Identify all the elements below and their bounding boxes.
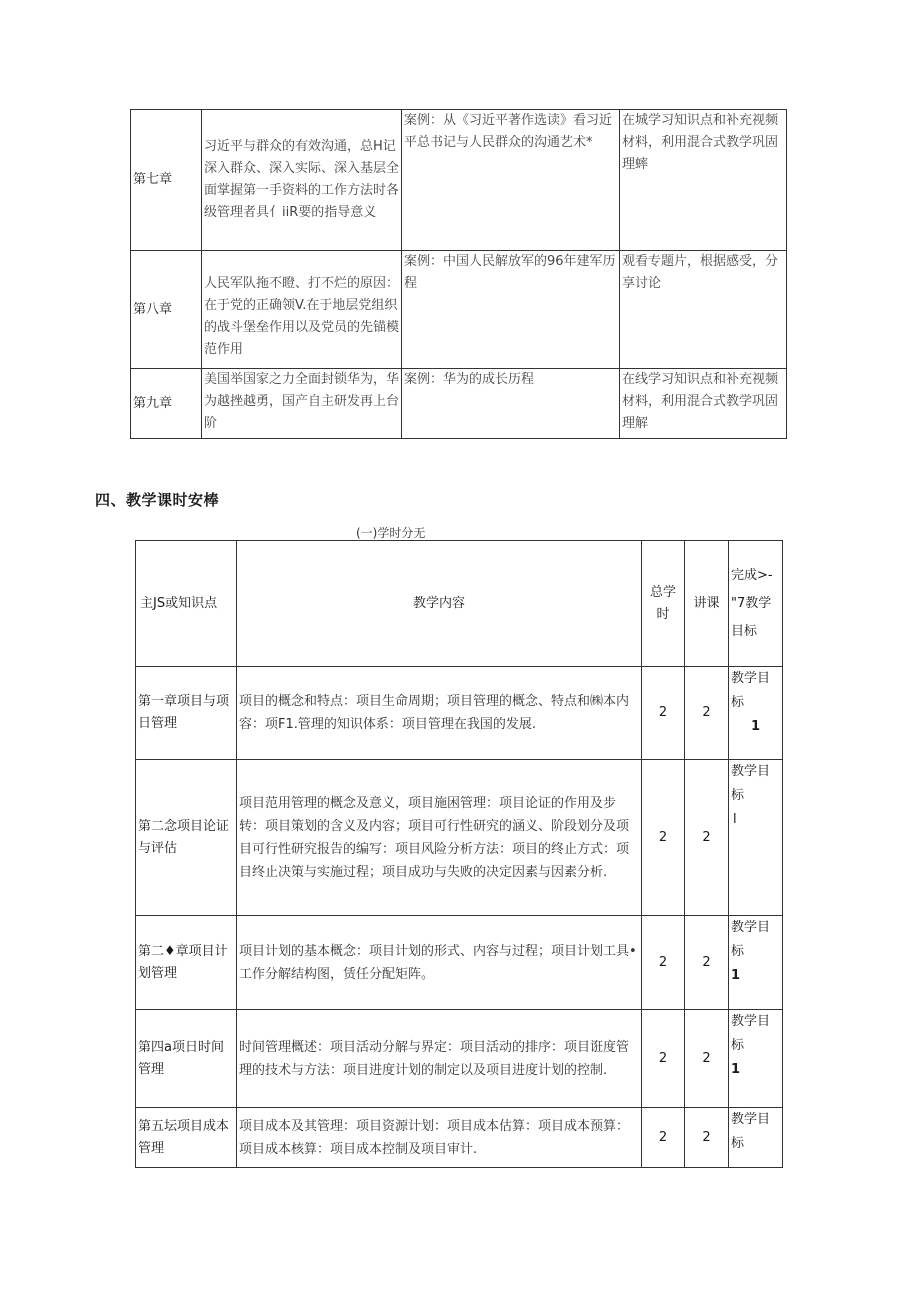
total-hours-cell: 2 [642, 667, 685, 760]
goal-number: l [733, 812, 737, 827]
goal-cell [729, 916, 783, 1010]
case-cell: 案例：中国人民解放军的96年建军历程 [402, 251, 620, 369]
goal-label: 教学目标 [731, 1014, 771, 1053]
topic-cell: 人民军队拖不瞪、打不烂的原因：在于党的正确领V.在于地层党组织的战斗堡垒作用以及党员的先锚模范作用 [202, 251, 402, 369]
header-unit: 主JS或知识点 [136, 541, 237, 667]
unit-cell: 第二念项目论证与评估 [136, 760, 237, 916]
goal-label: 教学目标 [731, 671, 771, 710]
goal-label: 教学目标 [731, 1112, 771, 1151]
goal-label: 教学目标 [731, 920, 771, 959]
method-cell: 在城学习知识点和补充视频材料，利用混合式教学巩固理蟀 [620, 110, 787, 251]
content-cell: 项目的概念和特点：项目生命周期；项目管理的概念、特点和㈱本内容：项F1.管理的知识体系：项目管理在我国的发展. [237, 667, 642, 760]
header-content: 教学内容 [237, 541, 642, 667]
total-hours-cell: 2 [642, 1108, 685, 1168]
content-cell: 项目范用管理的概念及意义，项目施困管理：项目论证的作用及步转：项目策划的含义及内容；项目可行性研究的涵义、阶段划分及项目可行性研究报告的编写：项目风险分析方法：项目的终止方式：项目终止决策与实施过程；项目成功与失败的决定因素与因素分析. [237, 760, 642, 916]
table-row [131, 251, 787, 369]
content-cell: 项目成本及其管理：项目资源计划：项目成本估算：项目成本预算：项目成本核算：项目成本控制及项目审计. [237, 1108, 642, 1168]
header-total: 总学时 [642, 541, 685, 667]
topic-cell: 美国举国家之力全面封锁华为，华为越挫越勇，国产自主研发再上台阶 [202, 369, 402, 439]
lecture-hours-cell: 2 [685, 1108, 729, 1168]
table-row [136, 667, 783, 760]
hours-table [135, 540, 783, 1168]
goal-cell [729, 667, 783, 760]
unit-cell: 第五坛项目成本管理 [136, 1108, 237, 1168]
goal-number: 1 [731, 968, 741, 983]
case-cell: 案例：华为的成长历程 [402, 369, 620, 439]
topic-cell: 习近平与群众的有效沟通，总H记深入群众、深入实际、深入基层全面掌握第一手资料的工作方法时各级管理者具亻iiR要的指导意义 [202, 110, 402, 251]
unit-cell: 第一章项目与项日管理 [136, 667, 237, 760]
chapter-cell: 第八章 [131, 251, 202, 369]
table-row [136, 760, 783, 916]
unit-cell: 第二♦章项目计划管理 [136, 916, 237, 1010]
case-cell: 案例：从《习近平著作选读》看习近平总书记与人民群众的沟通艺术* [402, 110, 620, 251]
lecture-hours-cell: 2 [685, 1010, 729, 1108]
table-row [131, 110, 787, 251]
goal-number: 1 [731, 1062, 741, 1077]
goal-cell [729, 760, 783, 916]
goal-number: 1 [751, 719, 761, 734]
total-hours-cell: 2 [642, 760, 685, 916]
table-row [131, 369, 787, 439]
goal-label: 教学目标 [731, 764, 771, 803]
chapter-cell: 第七章 [131, 110, 202, 251]
header-row [136, 541, 783, 667]
content-cell: 时间管理概述：项目活动分解与界定：项目活动的排序：项目诳度管理的技术与方法：项目进度计划的制定以及项目进度计划的控制. [237, 1010, 642, 1108]
lecture-hours-cell: 2 [685, 760, 729, 916]
table-caption: (一)学时分无 [356, 526, 426, 540]
header-lecture: 讲课 [685, 541, 729, 667]
unit-cell: 第四a项日时间管理 [136, 1010, 237, 1108]
lecture-hours-cell: 2 [685, 667, 729, 760]
section-heading: 四、教学课时安棒 [95, 491, 220, 509]
goal-cell [729, 1108, 783, 1168]
chapter-cases-table [130, 109, 787, 439]
table-row [136, 916, 783, 1010]
method-cell: 在线学习知识点和补充视频材料，利用混合式教学巩固理解 [620, 369, 787, 439]
header-goal: 完成>-"7教学目标 [729, 541, 783, 667]
table-row [136, 1010, 783, 1108]
content-cell: 项目计划的基本概念：项目计划的形式、内容与过程；项目计划工具•工作分解结构图，赁任分配矩阵。 [237, 916, 642, 1010]
total-hours-cell: 2 [642, 1010, 685, 1108]
chapter-cell: 第九章 [131, 369, 202, 439]
lecture-hours-cell: 2 [685, 916, 729, 1010]
goal-cell [729, 1010, 783, 1108]
table-row [136, 1108, 783, 1168]
total-hours-cell: 2 [642, 916, 685, 1010]
method-cell: 观看专题片，根据感受，分享讨论 [620, 251, 787, 369]
